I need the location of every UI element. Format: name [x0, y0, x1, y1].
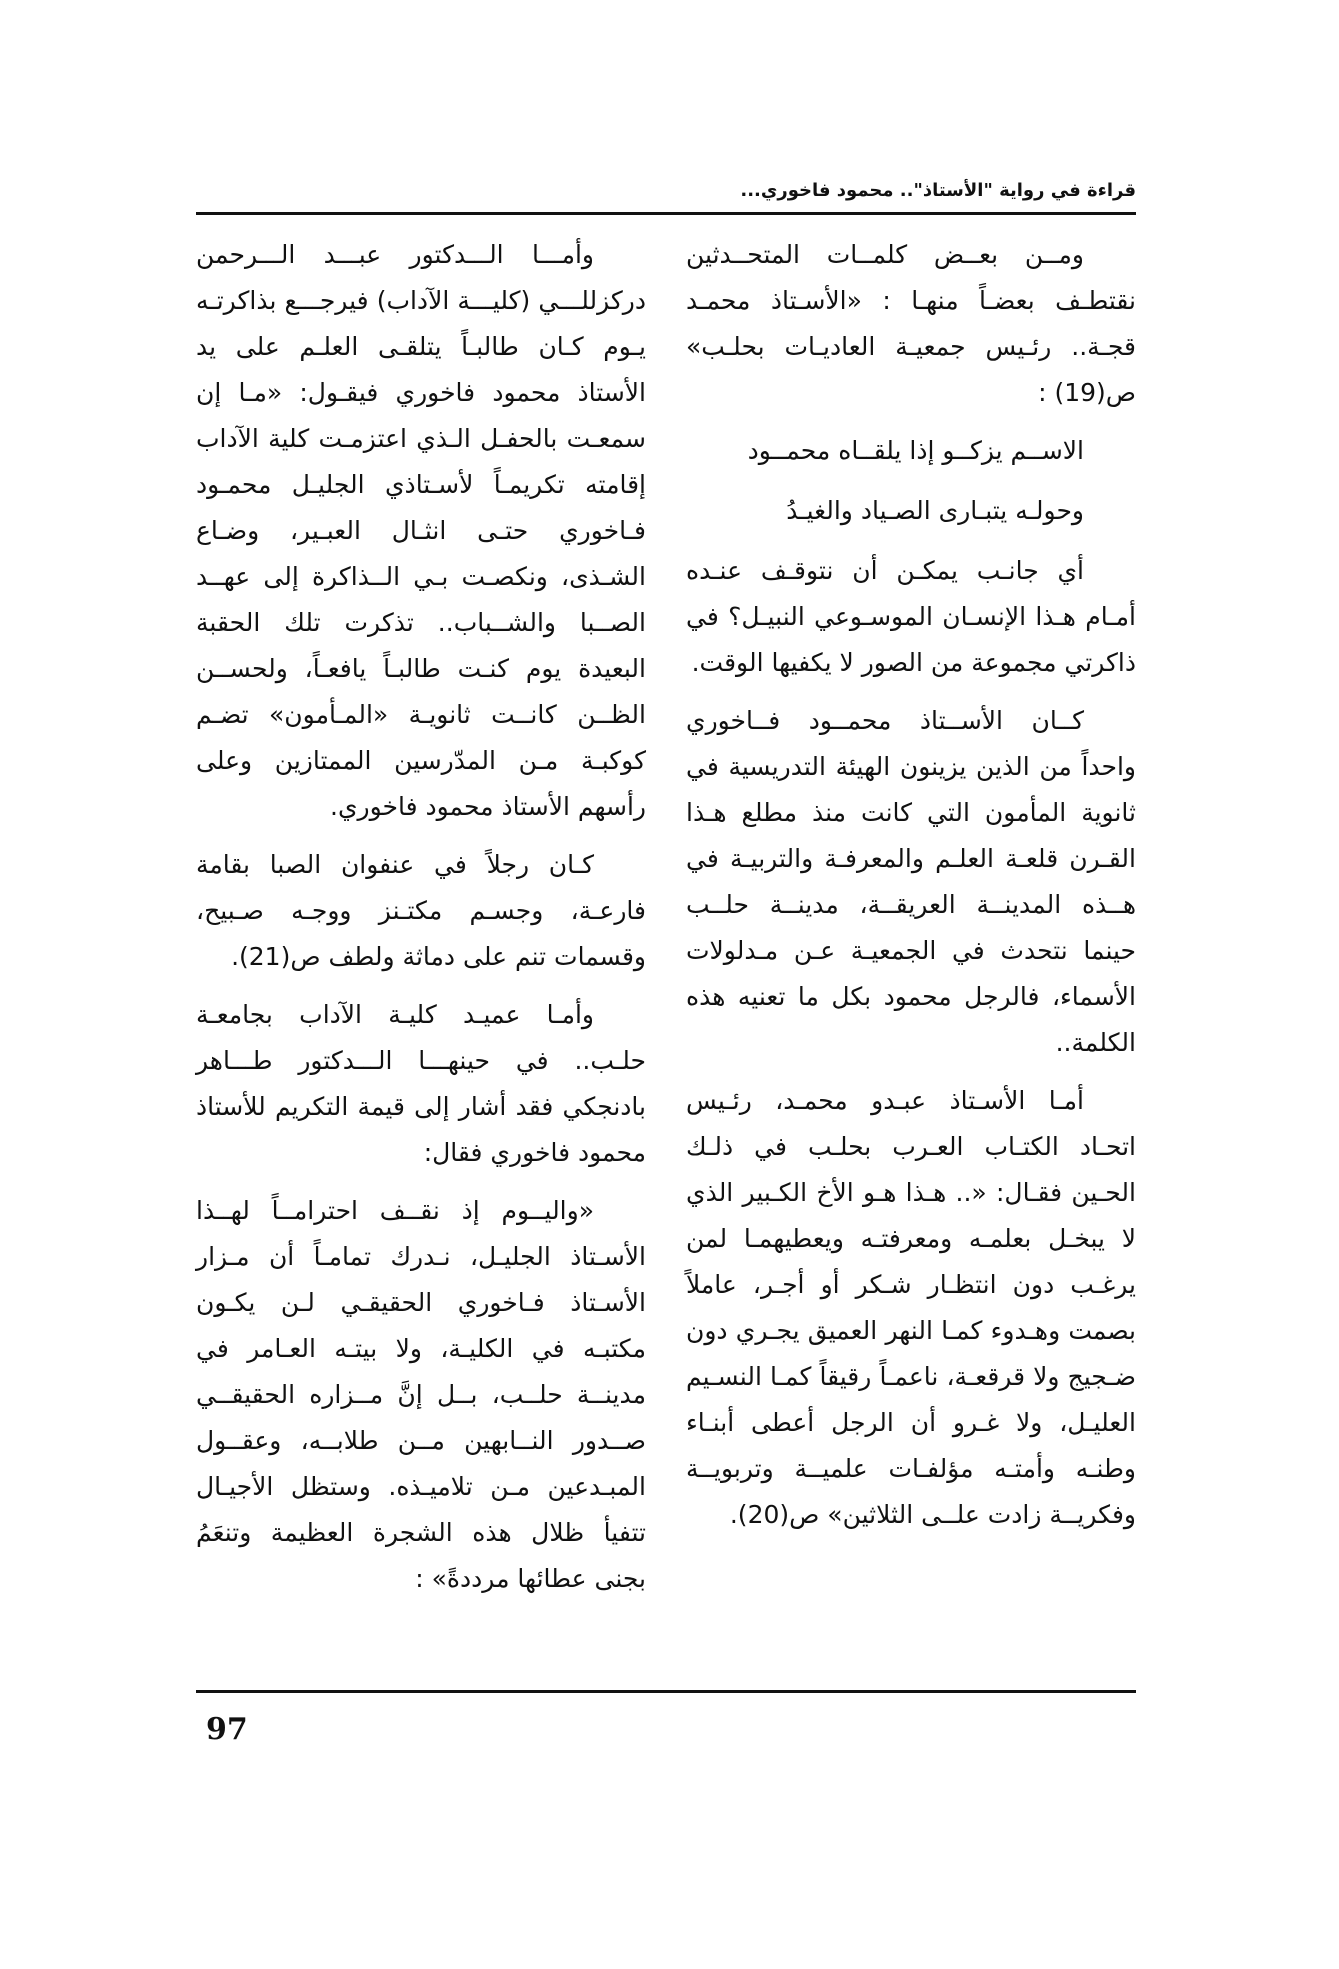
page-number: 97: [206, 1712, 248, 1747]
paragraph: ومــن بعــض كلمــات المتحــدثين نقتطـف بعضـاً منهـا : «الأسـتاذ محمـد قجـة.. رئـيس جمعيـة العاديـات بحلـب» ص(19) :: [686, 240, 1136, 407]
paragraph: كــان الأســتاذ محمــود فــاخوري واحداً من الذين يزينون الهيئة التدريسية في ثانوية المأمون التي كانت منذ مطلع هـذا القـرن قلعـة العلـم والمعرفـة والتربيـة في هــذه المدينــة العريقــة، مدينــة حلــب حينما نتحدث في الجمعيـة عـن مـدلولات الأسماء، فالرجل محمود بكل ما تعنيه هذه الكلمة..: [686, 706, 1136, 1057]
footer-rule: [196, 1690, 1136, 1693]
paragraph: «واليــوم إذ نقــف احترامــاً لهــذا الأسـتاذ الجليـل، نـدرك تمامـاً أن مـزار الأسـتاذ فـاخوري الحقيقـي لـن يكـون مكتبـه في الكليـة، ولا بيتـه العـامر في مدينــة حلــب، بــل إنَّ مــزاره الحقيقــي صــدور النــابهين مــن طلابــه، وعقــول المبـدعين مـن تلاميـذه. وستظل الأجيـال تتفيأ ظلال هذه الشجرة العظيمة وتنعَمُ بجنى عطائها مرددةً» :: [196, 1196, 646, 1593]
paragraph: كـان رجلاً في عنفوان الصبا بقامة فارعـة، وجسـم مكتـنز ووجـه صـبيح، وقسمات تنم على دماثة ولطف ص(21).: [196, 850, 646, 971]
running-header: [196, 172, 1136, 212]
verse-line: وحولـه يتبـارى الصـياد والغيـدُ: [786, 496, 1084, 525]
left-column: [196, 232, 646, 1614]
paragraph: أمـا الأسـتاذ عبـدو محمـد، رئـيس اتحـاد الكتـاب العـرب بحلـب في ذلـك الحـين فقـال: «.. هـذا هـو الأخ الكـبير الذي لا يبخـل بعلمـه ومعرفتـه ويعطيهمـا لمن يرغـب دون انتظـار شـكر أو أجـر، عاملاً بصمت وهـدوء كمـا النهر العميق يجـري دون ضـجيج ولا قرقعـة، ناعمـاً رقيقاً كمـا النسـيم العليـل، ولا غـرو أن الرجل أعطى أبنـاء وطنـه وأمتـه مؤلفـات علميــة وتربويــة وفكريــة زادت علــى الثلاثين» ص(20).: [686, 1086, 1136, 1529]
running-title: قراءة في رواية "الأستاذ".. محمود فاخوري...: [740, 180, 1136, 201]
header-rule: [196, 212, 1136, 215]
paragraph: وأمـا عميـد كليـة الآداب بجامعـة حلـب.. في حينهـــا الـــدكتور طـــاهر بادنجكي فقد أشار إلى قيمة التكريم للأستاذ محمود فاخوري فقال:: [196, 1000, 646, 1167]
right-column: [686, 232, 1136, 1550]
paragraph: وأمـــا الـــدكتور عبـــد الـــرحمن دركزللـــي (كليـــة الآداب) فيرجـــع بذاكرتـه يـوم كـان طالبـاً يتلقـى العلـم على يد الأستاذ محمود فاخوري فيقـول: «مـا إن سمعـت بالحفـل الـذي اعتزمـت كلية الآداب إقامته تكريمـاً لأسـتاذي الجليـل محمـود فـاخوري حتـى انثـال العبـير، وضـاع الشـذى، ونكصـت بـي الــذاكرة إلى عهــد الصــبا والشــباب.. تذكرت تلك الحقبة البعيدة يوم كنـت طالبـاً يافعـاً، ولحســن الظــن كانــت ثانويـة «المـأمون» تضـم كوكبـة مـن المدّرسين الممتازين وعلى رأسهم الأستاذ محمود فاخوري.: [196, 240, 646, 821]
paragraph: أي جانـب يمكـن أن نتوقـف عنـده أمـام هـذا الإنسـان الموسـوعي النبيـل؟ في ذاكرتي مجموعة من الصور لا يكفيها الوقت.: [686, 556, 1136, 677]
verse-line: الاســم يزكــو إذا يلقــاه محمــود: [747, 436, 1084, 465]
